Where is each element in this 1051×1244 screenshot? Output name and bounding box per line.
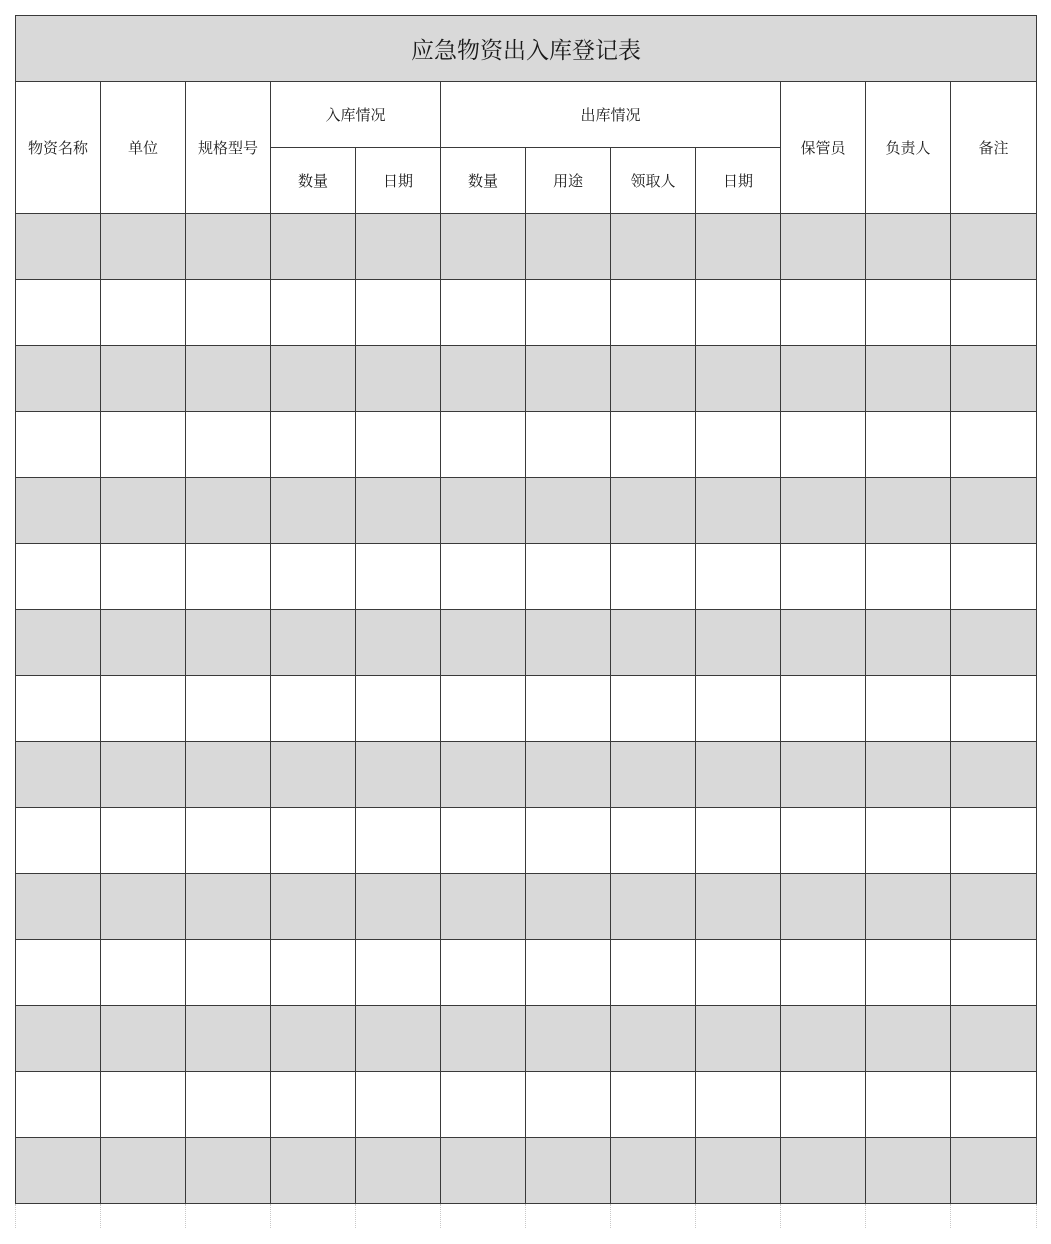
table-cell[interactable] (781, 1006, 866, 1072)
table-cell[interactable] (16, 214, 101, 280)
table-cell[interactable] (16, 676, 101, 742)
header-outbound-qty: 数量 (441, 148, 526, 214)
table-cell[interactable] (101, 1006, 186, 1072)
table-cell[interactable] (526, 610, 611, 676)
table-cell[interactable] (781, 1072, 866, 1138)
table-cell[interactable] (441, 1138, 526, 1204)
table-cell[interactable] (526, 676, 611, 742)
table-cell[interactable] (951, 1138, 1037, 1204)
header-outbound-use: 用途 (526, 148, 611, 214)
table-cell[interactable] (186, 1138, 271, 1204)
table-cell[interactable] (611, 280, 696, 346)
table-cell[interactable] (951, 610, 1037, 676)
table-cell[interactable] (186, 808, 271, 874)
table-cell[interactable] (356, 1138, 441, 1204)
table-cell[interactable] (16, 874, 101, 940)
table-row (16, 544, 1037, 610)
table-cell[interactable] (696, 610, 781, 676)
table-cell[interactable] (16, 544, 101, 610)
table-cell[interactable] (611, 346, 696, 412)
table-cell[interactable] (866, 280, 951, 346)
table-cell[interactable] (16, 808, 101, 874)
table-cell[interactable] (186, 940, 271, 1006)
table-cell[interactable] (951, 412, 1037, 478)
trailing-gridline-cell (186, 1204, 271, 1229)
table-cell[interactable] (441, 742, 526, 808)
table-cell[interactable] (356, 874, 441, 940)
header-remarks: 备注 (951, 82, 1037, 214)
table-cell[interactable] (101, 346, 186, 412)
table-cell[interactable] (441, 346, 526, 412)
table-cell[interactable] (696, 544, 781, 610)
table-cell[interactable] (441, 610, 526, 676)
table-cell[interactable] (696, 1006, 781, 1072)
table-cell[interactable] (356, 412, 441, 478)
table-cell[interactable] (16, 940, 101, 1006)
table-cell[interactable] (101, 412, 186, 478)
table-cell[interactable] (526, 346, 611, 412)
table-cell[interactable] (441, 412, 526, 478)
table-cell[interactable] (16, 346, 101, 412)
table-cell[interactable] (526, 874, 611, 940)
table-cell[interactable] (271, 478, 356, 544)
trailing-gridline-cell (271, 1204, 356, 1229)
table-cell[interactable] (866, 1072, 951, 1138)
table-cell[interactable] (441, 478, 526, 544)
table-row (16, 808, 1037, 874)
table-row (16, 478, 1037, 544)
table-cell[interactable] (611, 412, 696, 478)
table-cell[interactable] (866, 544, 951, 610)
table-cell[interactable] (101, 676, 186, 742)
table-cell[interactable] (696, 742, 781, 808)
table-cell[interactable] (866, 346, 951, 412)
table-cell[interactable] (611, 544, 696, 610)
table-cell[interactable] (186, 214, 271, 280)
table-cell[interactable] (441, 1006, 526, 1072)
trailing-gridline-cell (526, 1204, 611, 1229)
table-cell[interactable] (101, 544, 186, 610)
table-cell[interactable] (611, 214, 696, 280)
table-cell[interactable] (781, 544, 866, 610)
table-cell[interactable] (866, 676, 951, 742)
table-cell[interactable] (271, 940, 356, 1006)
table-cell[interactable] (611, 1138, 696, 1204)
table-cell[interactable] (611, 940, 696, 1006)
table-cell[interactable] (696, 1138, 781, 1204)
table-cell[interactable] (271, 412, 356, 478)
table-cell[interactable] (781, 346, 866, 412)
table-cell[interactable] (781, 610, 866, 676)
table-cell[interactable] (441, 1072, 526, 1138)
sheet-title: 应急物资出入库登记表 (16, 16, 1037, 82)
table-row (16, 1006, 1037, 1072)
table-cell[interactable] (356, 742, 441, 808)
table-cell[interactable] (951, 280, 1037, 346)
table-cell[interactable] (441, 676, 526, 742)
table-cell[interactable] (356, 676, 441, 742)
table-cell[interactable] (101, 214, 186, 280)
header-outbound-date: 日期 (696, 148, 781, 214)
table-cell[interactable] (951, 214, 1037, 280)
table-cell[interactable] (271, 742, 356, 808)
table-cell[interactable] (866, 808, 951, 874)
header-spec-model: 规格型号 (186, 82, 271, 214)
table-cell[interactable] (186, 478, 271, 544)
header-inbound-qty: 数量 (271, 148, 356, 214)
table-cell[interactable] (951, 1072, 1037, 1138)
trailing-gridline-cell (781, 1204, 866, 1229)
table-cell[interactable] (866, 742, 951, 808)
header-outbound-group: 出库情况 (441, 82, 781, 148)
table-cell[interactable] (611, 742, 696, 808)
table-cell[interactable] (101, 610, 186, 676)
table-cell[interactable] (186, 742, 271, 808)
trailing-gridline-cell (101, 1204, 186, 1229)
table-cell[interactable] (186, 1072, 271, 1138)
table-cell[interactable] (526, 808, 611, 874)
table-cell[interactable] (271, 808, 356, 874)
table-cell[interactable] (526, 742, 611, 808)
table-cell[interactable] (271, 214, 356, 280)
table-cell[interactable] (16, 742, 101, 808)
table-row (16, 346, 1037, 412)
trailing-gridline-cell (356, 1204, 441, 1229)
table-row (16, 214, 1037, 280)
table-cell[interactable] (186, 676, 271, 742)
table-cell[interactable] (356, 544, 441, 610)
header-unit: 单位 (101, 82, 186, 214)
table-cell[interactable] (611, 610, 696, 676)
table-row (16, 610, 1037, 676)
table-cell[interactable] (441, 544, 526, 610)
table-cell[interactable] (611, 808, 696, 874)
table-cell[interactable] (781, 874, 866, 940)
trailing-gridline-row (16, 1204, 1037, 1229)
table-cell[interactable] (526, 1006, 611, 1072)
header-inbound-date: 日期 (356, 148, 441, 214)
table-cell[interactable] (866, 610, 951, 676)
table-cell[interactable] (356, 940, 441, 1006)
table-cell[interactable] (271, 1006, 356, 1072)
table-cell[interactable] (951, 742, 1037, 808)
table-cell[interactable] (526, 214, 611, 280)
table-row (16, 874, 1037, 940)
table-row (16, 280, 1037, 346)
table-cell[interactable] (101, 478, 186, 544)
table-cell[interactable] (16, 1072, 101, 1138)
table-cell[interactable] (186, 346, 271, 412)
table-cell[interactable] (866, 1006, 951, 1072)
table-cell[interactable] (526, 544, 611, 610)
table-cell[interactable] (696, 478, 781, 544)
table-cell[interactable] (526, 1072, 611, 1138)
table-cell[interactable] (696, 808, 781, 874)
table-cell[interactable] (951, 874, 1037, 940)
table-cell[interactable] (356, 346, 441, 412)
table-cell[interactable] (781, 742, 866, 808)
table-cell[interactable] (526, 1138, 611, 1204)
table-cell[interactable] (611, 874, 696, 940)
header-item-name: 物资名称 (16, 82, 101, 214)
table-cell[interactable] (526, 280, 611, 346)
table-cell[interactable] (186, 610, 271, 676)
table-cell[interactable] (271, 676, 356, 742)
table-cell[interactable] (16, 1006, 101, 1072)
header-inbound-group: 入库情况 (271, 82, 441, 148)
table-cell[interactable] (356, 478, 441, 544)
table-cell[interactable] (356, 214, 441, 280)
table-cell[interactable] (101, 874, 186, 940)
table-cell[interactable] (696, 940, 781, 1006)
table-cell[interactable] (951, 346, 1037, 412)
table-cell[interactable] (951, 808, 1037, 874)
table-cell[interactable] (16, 478, 101, 544)
table-cell[interactable] (696, 346, 781, 412)
table-row (16, 412, 1037, 478)
table-cell[interactable] (611, 1006, 696, 1072)
table-cell[interactable] (781, 808, 866, 874)
table-cell[interactable] (101, 1072, 186, 1138)
table-cell[interactable] (781, 412, 866, 478)
header-keeper: 保管员 (781, 82, 866, 214)
table-cell[interactable] (186, 1006, 271, 1072)
table-cell[interactable] (101, 940, 186, 1006)
table-cell[interactable] (16, 412, 101, 478)
table-cell[interactable] (16, 1138, 101, 1204)
table-cell[interactable] (271, 1072, 356, 1138)
table-cell[interactable] (526, 940, 611, 1006)
table-cell[interactable] (356, 610, 441, 676)
table-cell[interactable] (16, 280, 101, 346)
table-cell[interactable] (101, 742, 186, 808)
table-cell[interactable] (866, 214, 951, 280)
table-cell[interactable] (356, 280, 441, 346)
table-cell[interactable] (781, 676, 866, 742)
table-cell[interactable] (866, 940, 951, 1006)
table-row (16, 1072, 1037, 1138)
table-cell[interactable] (696, 412, 781, 478)
table-cell[interactable] (696, 214, 781, 280)
table-cell[interactable] (271, 874, 356, 940)
table-cell[interactable] (271, 280, 356, 346)
trailing-gridline-cell (16, 1204, 101, 1229)
table-row (16, 676, 1037, 742)
table-cell[interactable] (526, 478, 611, 544)
trailing-gridline-cell (611, 1204, 696, 1229)
table-cell[interactable] (696, 280, 781, 346)
table-cell[interactable] (696, 874, 781, 940)
table-cell[interactable] (781, 478, 866, 544)
table-row (16, 940, 1037, 1006)
table-cell[interactable] (186, 280, 271, 346)
table-cell[interactable] (356, 1072, 441, 1138)
table-cell[interactable] (781, 214, 866, 280)
registration-table (15, 15, 1037, 1228)
table-cell[interactable] (611, 478, 696, 544)
table-cell[interactable] (526, 412, 611, 478)
table-cell[interactable] (951, 676, 1037, 742)
header-person-in-charge: 负责人 (866, 82, 951, 214)
table-cell[interactable] (186, 544, 271, 610)
table-cell[interactable] (951, 544, 1037, 610)
table-cell[interactable] (271, 610, 356, 676)
table-cell[interactable] (101, 280, 186, 346)
table-cell[interactable] (16, 610, 101, 676)
table-cell[interactable] (441, 808, 526, 874)
trailing-gridline-cell (866, 1204, 951, 1229)
table-cell[interactable] (356, 808, 441, 874)
trailing-gridline-cell (951, 1204, 1037, 1229)
table-cell[interactable] (866, 412, 951, 478)
table-cell[interactable] (441, 214, 526, 280)
table-cell[interactable] (696, 676, 781, 742)
table-cell[interactable] (101, 1138, 186, 1204)
table-cell[interactable] (951, 1006, 1037, 1072)
table-cell[interactable] (356, 1006, 441, 1072)
trailing-gridline-cell (441, 1204, 526, 1229)
table-cell[interactable] (781, 940, 866, 1006)
table-cell[interactable] (271, 544, 356, 610)
table-cell[interactable] (781, 280, 866, 346)
table-cell[interactable] (441, 280, 526, 346)
table-cell[interactable] (866, 1138, 951, 1204)
header-outbound-receiver: 领取人 (611, 148, 696, 214)
table-cell[interactable] (951, 940, 1037, 1006)
table-cell[interactable] (271, 1138, 356, 1204)
table-cell[interactable] (866, 874, 951, 940)
table-cell[interactable] (781, 1138, 866, 1204)
table-cell[interactable] (101, 808, 186, 874)
table-cell[interactable] (441, 940, 526, 1006)
table-cell[interactable] (186, 412, 271, 478)
table-cell[interactable] (611, 676, 696, 742)
table-row (16, 742, 1037, 808)
table-cell[interactable] (186, 874, 271, 940)
table-cell[interactable] (951, 478, 1037, 544)
table-cell[interactable] (441, 874, 526, 940)
table-cell[interactable] (866, 478, 951, 544)
table-cell[interactable] (271, 346, 356, 412)
table-cell[interactable] (611, 1072, 696, 1138)
table-row (16, 1138, 1037, 1204)
table-cell[interactable] (696, 1072, 781, 1138)
trailing-gridline-cell (696, 1204, 781, 1229)
